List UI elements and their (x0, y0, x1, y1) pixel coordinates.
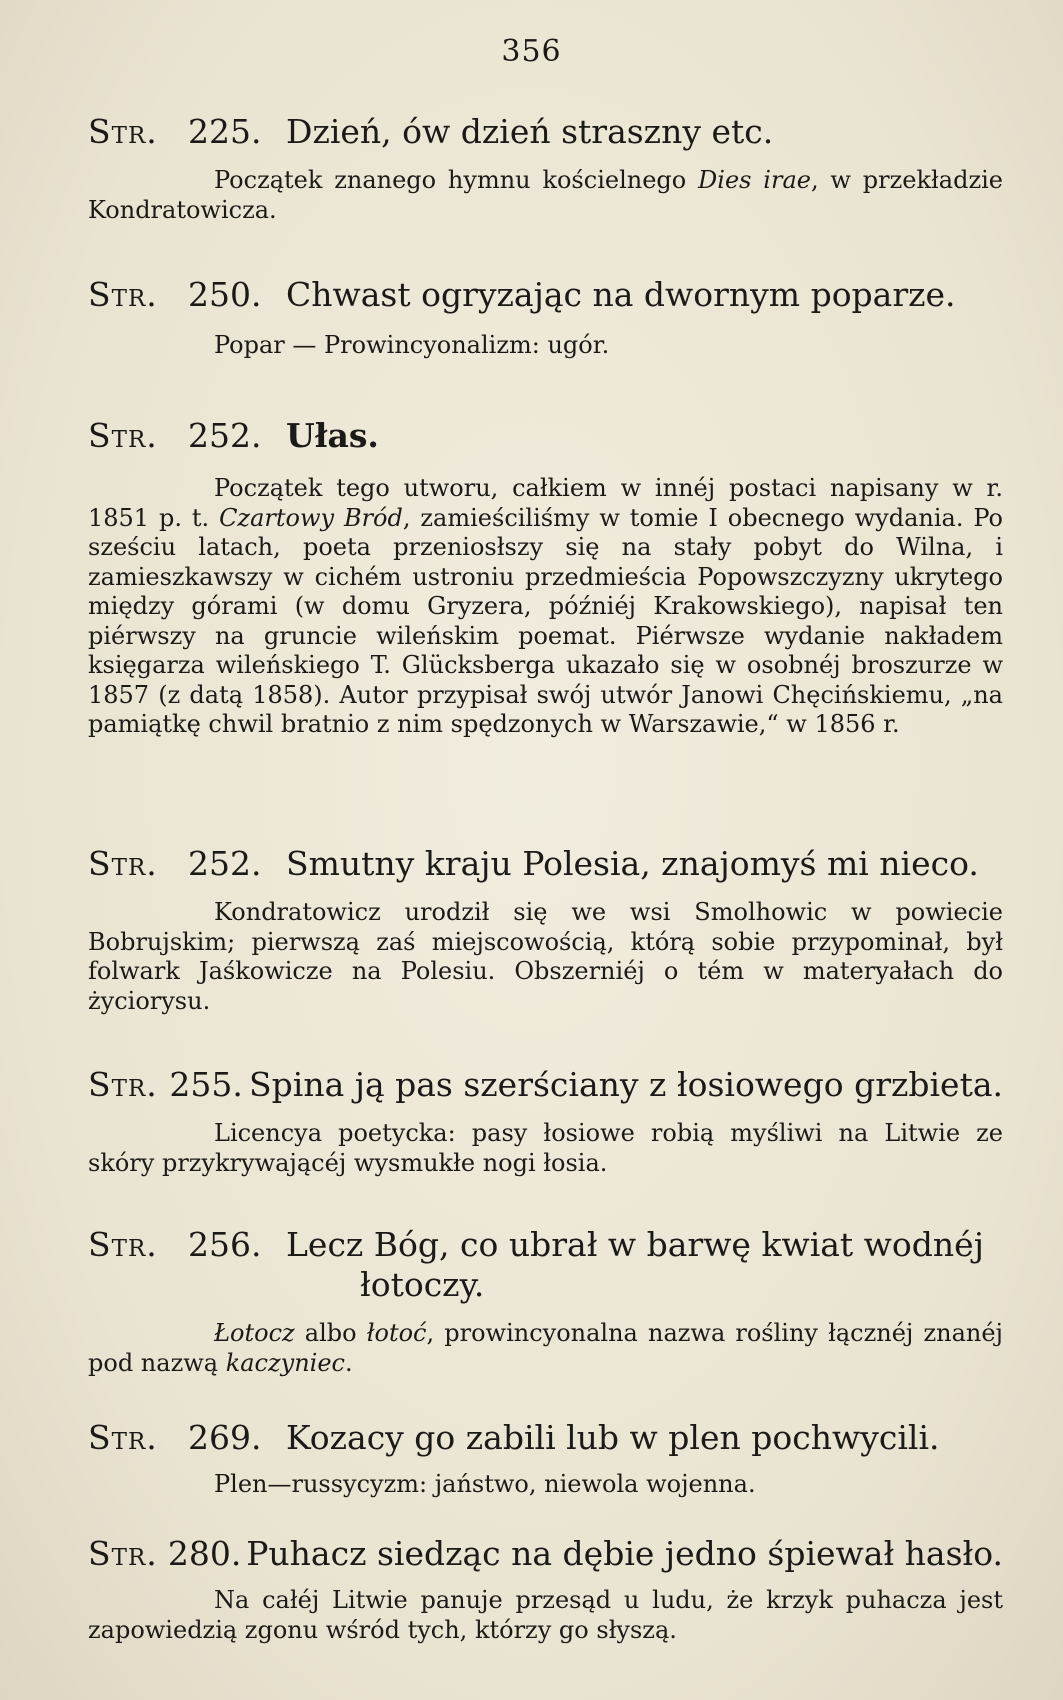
quote: Lecz Bóg, co ubrał w barwę kwiat wodnéj (286, 1225, 984, 1264)
str-label: Str. (88, 112, 158, 151)
entry-252-polesie (88, 844, 1003, 1016)
str-label: Str. (88, 844, 158, 883)
entry-heading (88, 1418, 1003, 1458)
page-ref: 256. (188, 1225, 262, 1264)
note (88, 1586, 1003, 1645)
note (88, 1319, 1003, 1378)
entry-280 (88, 1534, 1003, 1645)
page-ref: 252. (188, 416, 262, 455)
note-text: Kondratowicz urodził się we wsi Smolhowic w powiecie Bobrujskim; pierwszą zaś miejscowością, którą sobie przypominał, był folwark Jaśkowicze na Polesiu. Obszerniéj o tém w materyałach do życiorysu. (88, 898, 1003, 1015)
quote: Ułas. (286, 416, 379, 455)
entry-256 (88, 1225, 1003, 1378)
note-italic: łotoć (366, 1319, 427, 1347)
entry-252-ulas (88, 416, 1003, 740)
entry-250 (88, 275, 1003, 361)
str-label: Str. (88, 1534, 158, 1573)
note-italic: Łotocz (214, 1319, 295, 1347)
note (88, 898, 1003, 1016)
note-text: , prowincyonalna nazwa rośliny łącznéj znanéj pod nazwą (88, 1319, 1004, 1377)
note-text: Początek znanego hymnu kościelnego (214, 166, 699, 194)
quote: Chwast ogryzając na dwornym poparze. (286, 275, 956, 314)
entry-heading (88, 275, 1003, 315)
note-text: Licencya poetycka: pasy łosiowe robią myśliwi na Litwie ze skóry przykrywającéj wysmukłe nogi łosia. (88, 1119, 1003, 1177)
note-italic: Czartowy Bród (219, 503, 403, 532)
quote: Spina ją pas szerściany z łosiowego grzbieta. (249, 1065, 1003, 1104)
note-text: . (344, 1348, 353, 1377)
note (88, 331, 1003, 361)
str-label: Str. (88, 1065, 158, 1104)
entry-heading (88, 1534, 1003, 1574)
str-label: Str. (88, 1225, 158, 1264)
page-ref: 255. (169, 1065, 243, 1104)
entry-heading (88, 1225, 1003, 1265)
entry-heading (88, 416, 1003, 456)
str-label: Str. (88, 416, 158, 455)
quote: Dzień, ów dzień straszny etc. (286, 112, 774, 151)
note-text: Popar — Prowincyonalizm: ugór. (214, 331, 610, 359)
note-text: , zamieściliśmy w tomie I obecnego wydania. Po sześciu latach, poeta przeniosłszy się na stały pobyt do Wilna, i zamieszkawszy w cichém ustroniu przedmieścia Popowszczyzny ukrytego między górami (w domu Gryzera, późniéj Krakowskiego), napisał ten piérwszy na gruncie wileńskim poemat. Piérwsze wydanie nakładem księgarza wileńskiego T. Glücksberga ukazało się w osobnéj broszurze w 1857 (z datą 1858). Autor przypisał swój utwór Janowi Chęcińskiemu, „na pamiątkę chwil bratnio z nim spędzonych w Warszawie,“ w 1856 r. (88, 503, 1003, 738)
page-ref: 225. (188, 112, 262, 151)
entry-269 (88, 1418, 1003, 1500)
entry-heading (88, 1065, 1003, 1105)
note (88, 1119, 1003, 1178)
page-ref: 280. (167, 1534, 242, 1573)
note-italic: kaczyniec (225, 1348, 345, 1377)
page-ref: 250. (188, 275, 262, 314)
str-label: Str. (88, 1418, 158, 1457)
entry-heading (88, 112, 1003, 152)
note-text: albo (294, 1319, 367, 1347)
quote: Smutny kraju Polesia, znajomyś mi nieco. (286, 844, 979, 883)
page-ref: 269. (188, 1418, 262, 1457)
str-label: Str. (88, 275, 158, 314)
entry-225 (88, 112, 1003, 225)
note (88, 166, 1003, 225)
note-italic: Dies irae (698, 166, 811, 194)
note-text: Plen—russycyzm: jaństwo, niewola wojenna. (214, 1470, 756, 1498)
note-text: , w przekładzie Kondratowicza. (88, 166, 1003, 224)
note-text: Początek tego utworu, całkiem w innéj postaci napisany w r. 1851 p. t. (88, 474, 1003, 532)
page-number: 356 (501, 34, 562, 69)
note-text: Na całéj Litwie panuje przesąd u ludu, że krzyk puhacza jest zapowiedzią zgonu wśród tych, którzy go słyszą. (88, 1586, 1003, 1644)
quote: Puhacz siedząc na dębie jedno śpiewał hasło. (246, 1534, 1003, 1573)
note (88, 474, 1003, 740)
entry-255 (88, 1065, 1003, 1178)
note (88, 1470, 1003, 1500)
page-ref: 252. (188, 844, 262, 883)
quote-continuation: łotoczy. (360, 1265, 485, 1304)
entry-heading (88, 844, 1003, 884)
quote: Kozacy go zabili lub w plen pochwycili. (286, 1418, 940, 1457)
